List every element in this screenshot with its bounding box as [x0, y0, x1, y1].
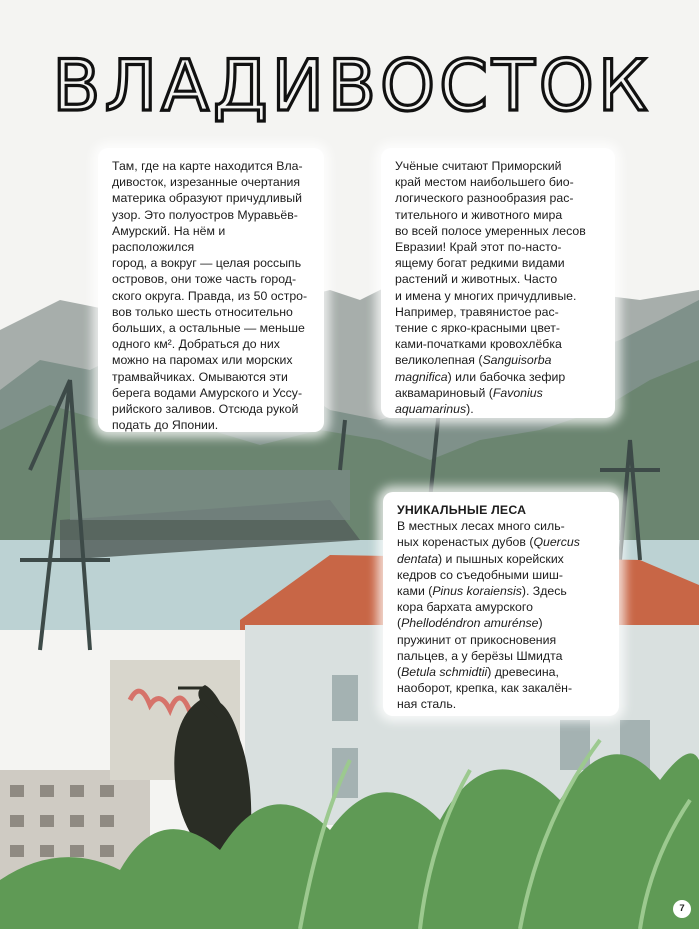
harbor-buildings: [70, 470, 350, 520]
intro-paragraph: Там, где на карте находится Вла- дивосток, изрезанные очертания материка образуют причудливый узор. Это полуостров Муравьёв- Амурский. На нём и расположился город, а вокруг — целая россыпь островов, они тоже часть город- ского округа. Правда, из 50 остро- вов только шесть относительно больших, а остальные — меньше одного км². Добраться до них можно на паромах или морских трамвайчиках. Омываются эти берега водами Амурского и Уссу- рийского заливов. Отсюда рукой подать до Японии.: [112, 159, 308, 433]
unique-forests-heading: УНИКАЛЬНЫЕ ЛЕСА: [397, 503, 527, 517]
page-number: 7: [673, 900, 691, 918]
title-text: ВЛАДИВОСТОК: [52, 45, 652, 127]
biodiversity-paragraph: Учёные считают Приморский край местом наибольшего био- логического разнообразия рас- тительного и животного мира во всей полосе умеренных лесов Евразии! Край этот по-насто- ящему богат редкими видами растений и животных. Часто и имена у многих причудливые. Например, травянистое рас- тение с ярко-красными цвет- ками-початками кровохлёбка великолепная (Sanguisorba magnifica) или бабочка зефир аквамариновый (Favonius aquamarinus).: [395, 159, 586, 417]
biodiversity-text-box: [381, 148, 615, 418]
unique-forests-paragraph: УНИКАЛЬНЫЕ ЛЕСА В местных лесах много силь- ных коренастых дубов (Quercus dentata) и пышных корейских кедров со съедобными шиш- ками (Pinus koraiensis). Здесь кора бархата амурского (Phellodéndron amurénse) пружинит от прикосновения пальцев, а у берёзы Шмидта (Betula schmidtii) древесина, наоборот, крепка, как закалён- ная сталь.: [397, 503, 580, 712]
intro-text-box: [98, 148, 324, 432]
page-title: [0, 38, 699, 133]
unique-forests-box: [383, 492, 619, 716]
